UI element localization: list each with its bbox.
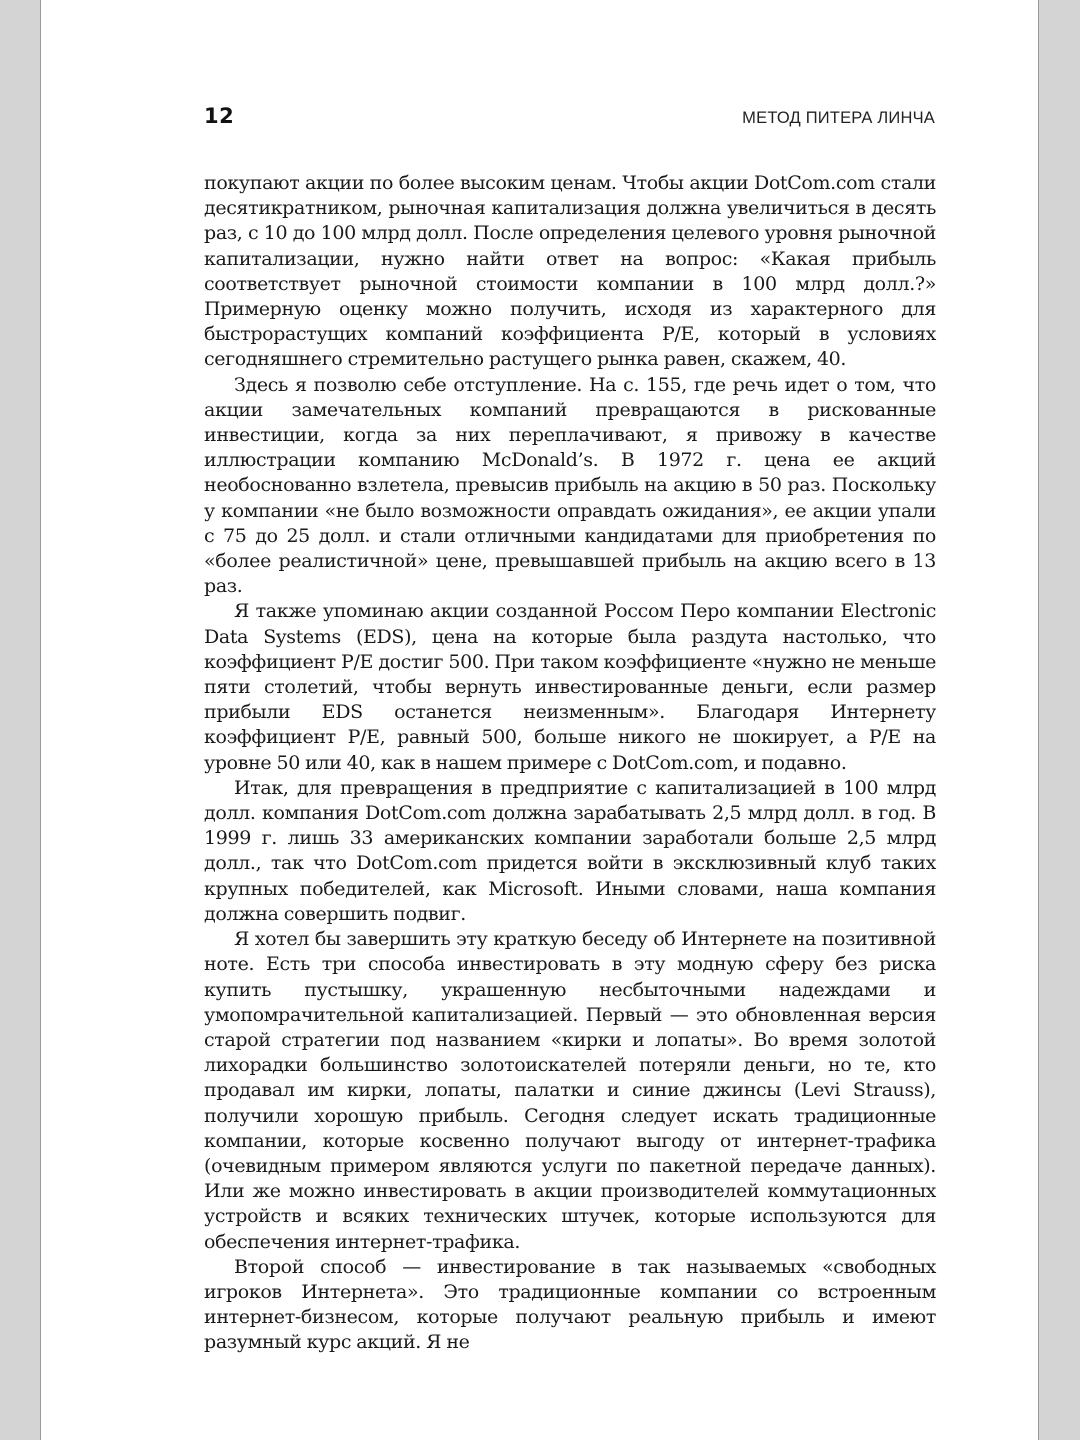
paragraph: Второй способ — инвестирование в так называемых «свободных игроков Интернета». Это традиционные компании со встроенным интернет-бизнесом, которые получают реальную прибыль и имеют разумный курс акций. Я не <box>204 1255 936 1354</box>
body-text <box>204 171 936 1356</box>
paragraph: Итак, для превращения в предприятие с капитализацией в 100 млрд долл. компания DotCom.com должна зарабатывать 2,5 млрд долл. в год. В 1999 г. лишь 33 американских компании заработали больше 2,5 млрд долл., так что DotCom.com придется войти в эксклюзивный клуб таких крупных победителей, как Microsoft. Иными словами, наша компания должна совершить подвиг. <box>204 776 936 925</box>
paragraph: покупают акции по более высоким ценам. Чтобы акции DotCom.com стали десятикратником, рыночная капитализация должна увеличиться в десять раз, с 10 до 100 млрд долл. После определения целевого уровня рыночной капитализации, нужно найти ответ на вопрос: «Какая прибыль соответствует рыночной стоимости компании в 100 млрд долл.?» Примерную оценку можно получить, исходя из характерного для быстрорастущих компаний коэффициента P/E, который в условиях сегодняшнего стремительно растущего рынка равен, скажем, 40. <box>204 172 936 371</box>
book-page <box>40 0 1039 1440</box>
paragraph: Я также упоминаю акции созданной Россом Перо компании Electronic Data Systems (EDS), цена на которые была раздута настолько, что коэффициент P/E достиг 500. При таком коэффициенте «нужно не меньше пяти столетий, чтобы вернуть инвестированные деньги, если размер прибыли EDS останется неизменным». Благодаря Интернету коэффициент P/E, равный 500, больше никого не шокирует, а P/E на уровне 50 или 40, как в нашем примере с DotCom.com, и подавно. <box>204 600 936 774</box>
page-number: 12 <box>204 104 235 128</box>
paragraph: Я хотел бы завершить эту краткую беседу об Интернете на позитивной ноте. Есть три способа инвестировать в эту модную сферу без риска купить пустышку, украшенную несбыточными надеждами и умопомрачительной капитализацией. Первый — это обновленная версия старой стратегии под названием «кирки и лопаты». Во время золотой лихорадки большинство золотоискателей потеряли деньги, но те, кто продавал им кирки, лопаты, палатки и синие джинсы (Levi Strauss), получили хорошую прибыль. Сегодня следует искать традиционные компании, которые косвенно получают выгоду от интернет-трафика (очевидным примером являются услуги по пакетной передаче данных). Или же можно инвестировать в акции производителей коммутационных устройств и всяких технических штучек, которые используются для обеспечения интернет-трафика. <box>204 928 936 1253</box>
paragraph: Здесь я позволю себе отступление. На с. 155, где речь идет о том, что акции замечательных компаний превращаются в рискованные инвестиции, когда за них переплачивают, я привожу в качестве иллюстрации компанию McDonald’s. В 1972 г. цена ее акций необоснованно взлетела, превысив прибыль на акцию в 50 раз. Поскольку у компании «не было возможности оправдать ожидания», ее акции упали с 75 до 25 долл. и стали отличными кандидатами для приобретения по «более реалистичной» цене, превышавшей прибыль на акцию всего в 13 раз. <box>204 373 936 598</box>
running-head-title: МЕТОД ПИТЕРА ЛИНЧА <box>742 109 935 127</box>
